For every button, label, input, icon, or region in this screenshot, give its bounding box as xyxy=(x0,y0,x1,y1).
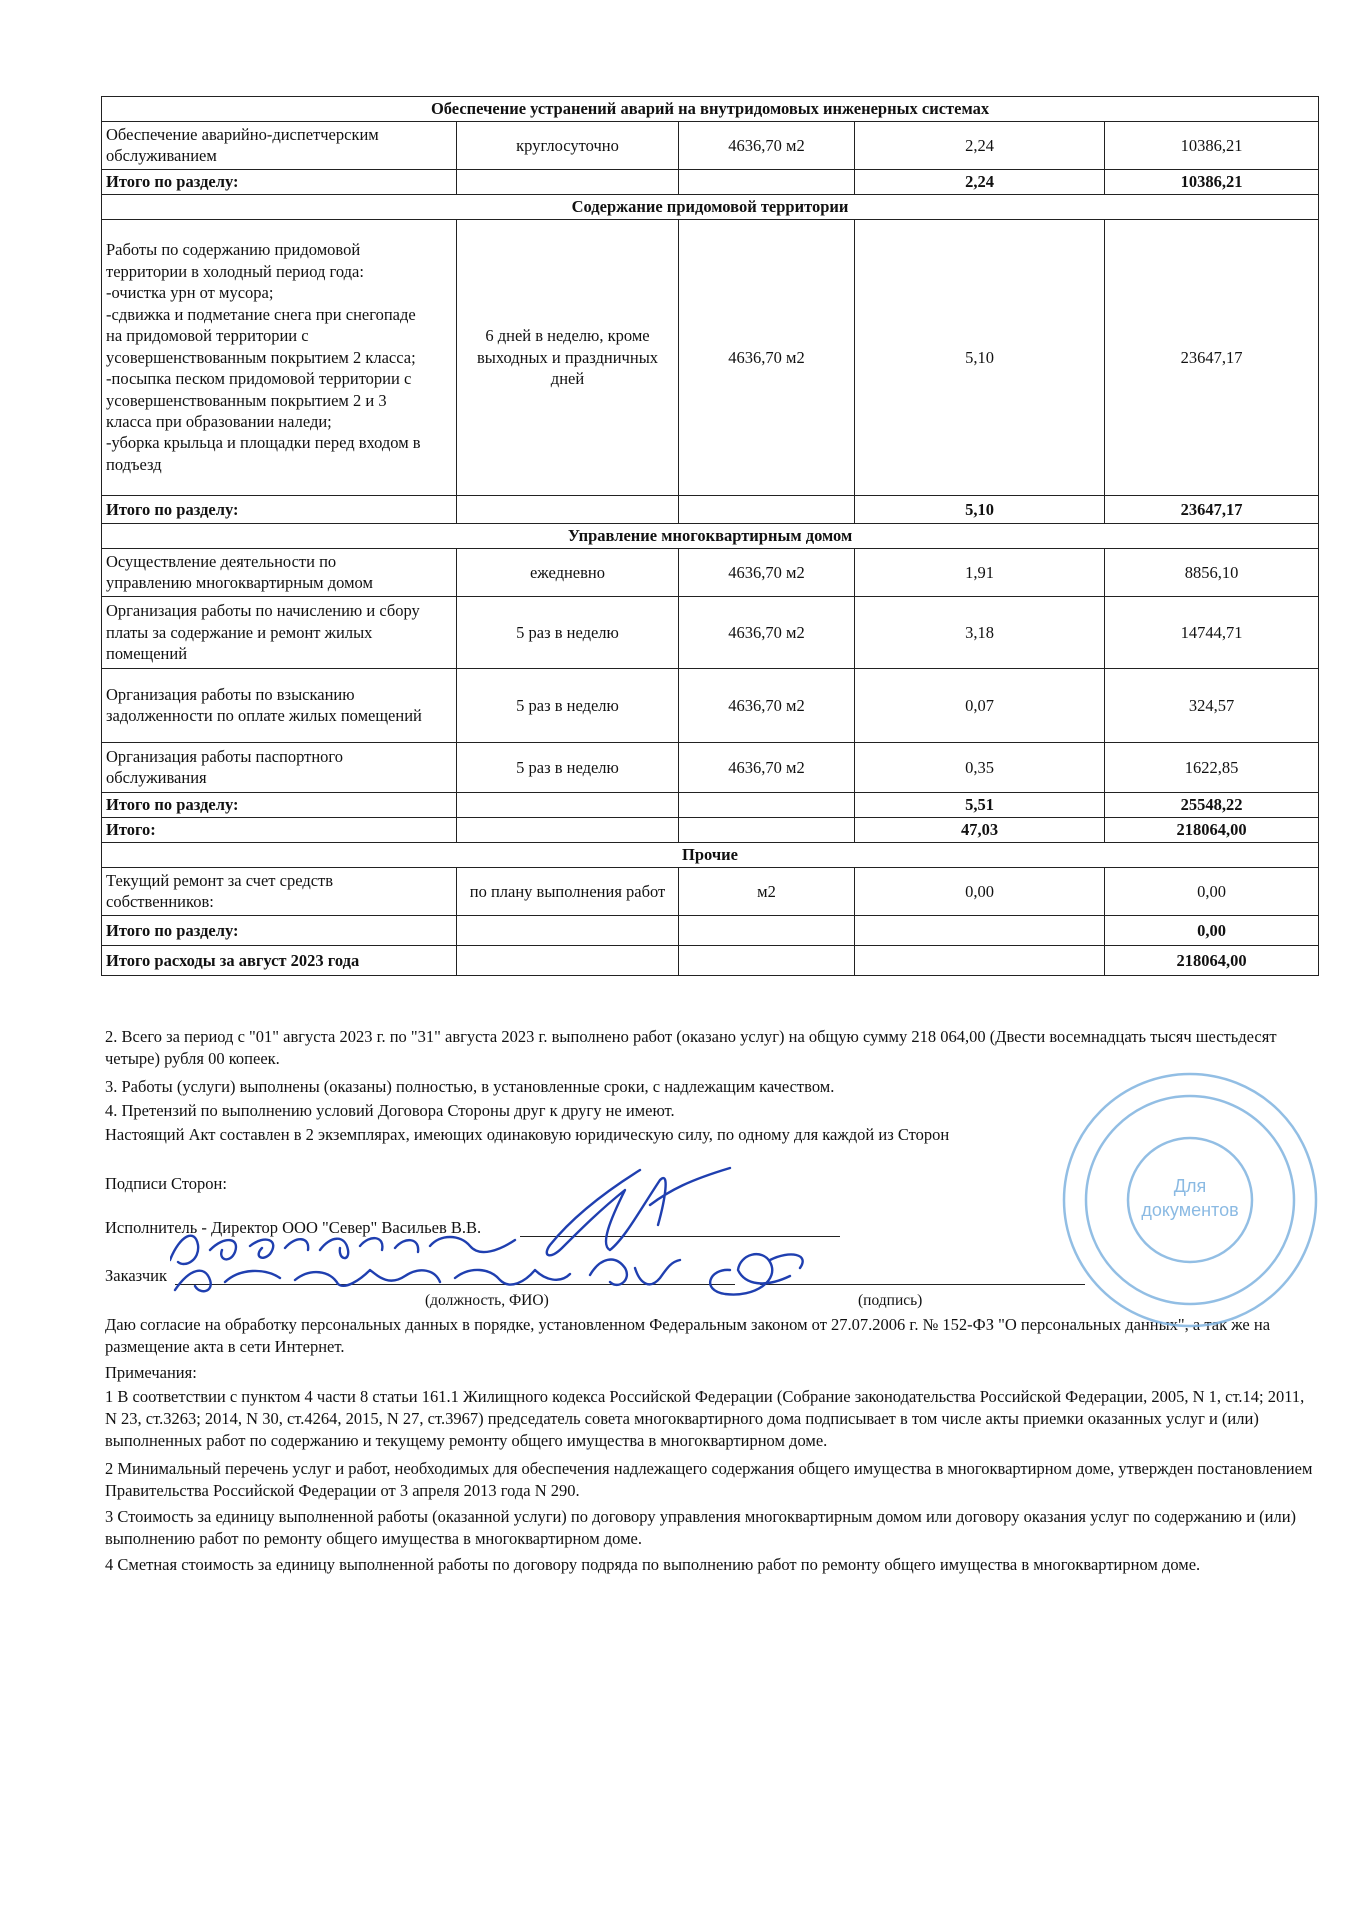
table-row xyxy=(102,122,1319,170)
table-row xyxy=(102,219,1319,495)
section-total-row: Итого по разделу: 5,10 23647,17 xyxy=(102,495,1319,523)
note-1: 1 В соответствии с пунктом 4 части 8 статьи 161.1 Жилищного кодекса Российской Федерации (Собрание законодательства Российской Федерации, 2005, N 1, ст.14; 2011, N 23, ст.3263; 2014, N 30, ст.4264, 2015, N 27, ст.3967) председатель совета многоквартирного дома подписывает в том числе акты приемки оказанных услуг и (или) выполненных работ по содержанию и текущему ремонту общего имущества в многоквартирном доме. xyxy=(105,1387,1305,1450)
stamp-center-line-2: документов xyxy=(1141,1200,1239,1220)
paragraph-no-claims: 4. Претензий по выполнению условий Договора Стороны друг к другу не имеют. xyxy=(105,1101,675,1120)
section-header-management: Управление многоквартирным домом xyxy=(102,523,1319,548)
stamp-center-line-1: Для xyxy=(1173,1176,1207,1196)
consent-paragraph: Даю согласие на обработку персональных данных в порядке, установленном Федеральным законом от 27.07.2006 г. № 152-ФЗ "О персональных данных", а так же на размещение акта в сети Интернет. xyxy=(105,1315,1271,1356)
table-row: Текущий ремонт за счет средств собственников: по плану выполнения работ м2 0,00 0,00 xyxy=(102,867,1319,915)
service-name: Организация работы паспортного обслуживания xyxy=(102,742,457,792)
services-table xyxy=(101,96,1319,976)
service-name: Работы по содержанию придомовой территории в холодный период года: -очистка урн от мусора; -сдвижка и подметание снега при снегопаде на придомовой территории с усовершенствованным покрытием 2 класса; -посыпка песком придомовой территории с усовершенствованным покрытием 2 и 3 класса при образовании наледи; -уборка крыльца и площадки перед входом в подъезд xyxy=(102,219,457,495)
customer-label: Заказчик xyxy=(105,1266,168,1285)
section-header-emergency: Обеспечение устранений аварий на внутридомовых инженерных системах xyxy=(102,97,1319,122)
section-total-row: Итого по разделу: 5,51 25548,22 xyxy=(102,792,1319,817)
section-total-row: Итого по разделу: 0,00 xyxy=(102,915,1319,945)
company-stamp xyxy=(1050,1060,1330,1340)
service-rate: 5,10 xyxy=(855,219,1105,495)
table-row: Организация работы по начислению и сбору платы за содержание и ремонт жилых помещений 5 раз в неделю 4636,70 м2 3,18 14744,71 xyxy=(102,596,1319,668)
grand-total-row: Итого: 47,03 218064,00 xyxy=(102,817,1319,842)
signature-hint: (подпись) xyxy=(858,1292,923,1309)
service-sum: 23647,17 xyxy=(1105,219,1319,495)
section-header-other: Прочие xyxy=(102,842,1319,867)
section-header-territory: Содержание придомовой территории xyxy=(102,194,1319,219)
service-rate: 2,24 xyxy=(855,122,1105,170)
service-name: Осуществление деятельности по управлению многоквартирным домом xyxy=(102,548,457,596)
paragraph-quality: 3. Работы (услуги) выполнены (оказаны) полностью, в установленные сроки, с надлежащим качеством. xyxy=(105,1077,835,1096)
service-area: 4636,70 м2 xyxy=(679,219,855,495)
note-3: 3 Стоимость за единицу выполненной работы (оказанной услуги) по договору управления многоквартирным домом или договору оказания услуг по содержанию и (или) выполнению работ по ремонту общего имущества в многоквартирном доме. xyxy=(105,1507,1297,1548)
note-2: 2 Минимальный перечень услуг и работ, необходимых для обеспечения надлежащего содержания общего имущества в многоквартирном доме, утвержден постановлением Правительства Российской Федерации от 3 апреля 2013 года N 290. xyxy=(105,1459,1313,1500)
executor-line: Исполнитель - Директор ООО "Север" Васильев В.В. xyxy=(105,1218,482,1237)
service-name: Организация работы по взысканию задолженности по оплате жилых помещений xyxy=(102,668,457,742)
service-sum: 10386,21 xyxy=(1105,122,1319,170)
table-row: Осуществление деятельности по управлению многоквартирным домом ежедневно 4636,70 м2 1,91 8856,10 xyxy=(102,548,1319,596)
notes-title: Примечания: xyxy=(105,1363,197,1382)
service-name: Организация работы по начислению и сбору платы за содержание и ремонт жилых помещений xyxy=(102,596,457,668)
paragraph-copies: Настоящий Акт составлен в 2 экземплярах, имеющих одинаковую юридическую силу, по одному для каждой из Сторон xyxy=(105,1125,950,1144)
service-area: 4636,70 м2 xyxy=(679,122,855,170)
august-total-row: Итого расходы за август 2023 года 218064,00 xyxy=(102,945,1319,975)
service-frequency: круглосуточно xyxy=(457,122,679,170)
table-row: Организация работы по взысканию задолженности по оплате жилых помещений 5 раз в неделю 4636,70 м2 0,07 324,57 xyxy=(102,668,1319,742)
service-name: Обеспечение аварийно-диспетчерским обслуживанием xyxy=(102,122,457,170)
handwritten-signatures xyxy=(170,1150,810,1300)
signatures-title: Подписи Сторон: xyxy=(105,1174,227,1193)
service-frequency: 6 дней в неделю, кроме выходных и праздничных дней xyxy=(457,219,679,495)
table-row: Организация работы паспортного обслуживания 5 раз в неделю 4636,70 м2 0,35 1622,85 xyxy=(102,742,1319,792)
paragraph-total-amount: 2. Всего за период с "01" августа 2023 г. по "31" августа 2023 г. выполнено работ (оказано услуг) на общую сумму 218 064,00 (Двести восемнадцать тысяч шестьдесят четыре) рубля 00 копеек. xyxy=(105,1027,1277,1068)
service-name: Текущий ремонт за счет средств собственников: xyxy=(102,867,457,915)
section-total-row: Итого по разделу: 2,24 10386,21 xyxy=(102,169,1319,194)
position-hint: (должность, ФИО) xyxy=(425,1292,549,1309)
note-4: 4 Сметная стоимость за единицу выполненной работы по договору подряда по выполнению работ по ремонту общего имущества в многоквартирном доме. xyxy=(105,1555,1201,1574)
